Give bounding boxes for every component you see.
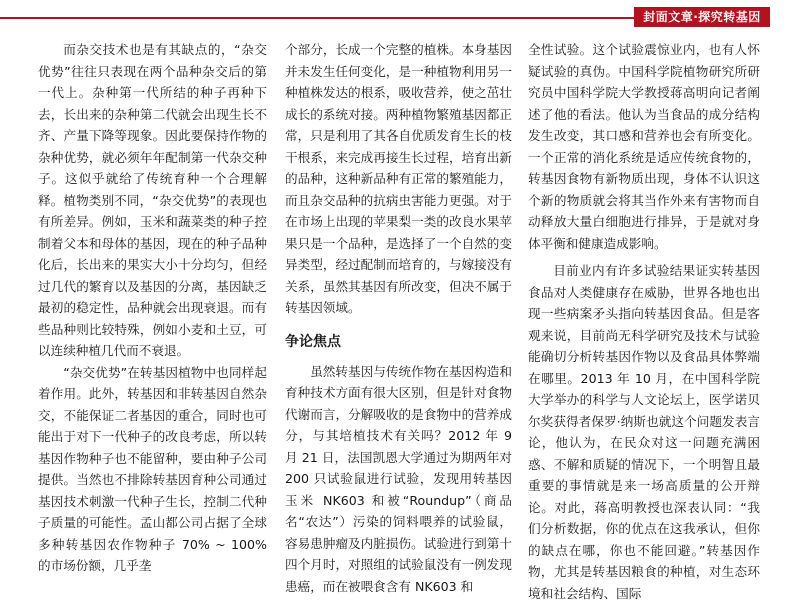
text-column-1 bbox=[38, 39, 267, 573]
paragraph: 而杂交技术也是有其缺点的，“杂交优势”往往只表现在两个品种杂交后的第一代上。杂种第一代所结的种子再种下去，长出来的杂种第二代就会出现生长不齐、产量下降等现象。因此要保持作物的杂种优势，就必须年年配制第一代杂交种子。这似乎就给了传统育种一个合理解释。植物类别不同，“杂交优势”的表现也有所差异。例如，玉米和蔬菜类的种子控制着父本和母体的基因，现在的种子品种化后，长出来的果实大小十分均匀，但经过几代的繁育以及基因的分离，基因缺乏最初的稳定性，品种就会出现衰退。而有些品种则比较特殊，例如小麦和土豆，可以连续种植几代而不衰退。 bbox=[38, 42, 267, 358]
paragraph: “杂交优势”在转基因植物中也同样起着作用。此外，转基因和非转基因自然杂交，不能保证二者基因的重合，同时也可能出于对下一代种子的改良考虑，所以转基因作物种子也不能留种，要由种子公司提供。当然也不排除转基因育种公司通过基因技术刺激一代种子生长，控制二代种子质量的可能性。孟山都公司占据了全球多种转基因农作物种子 70% ~ 100% 的市场份额，几乎垄 bbox=[38, 364, 267, 573]
header-rule bbox=[0, 17, 634, 19]
text-column-2 bbox=[285, 39, 512, 594]
text-column-3 bbox=[528, 39, 760, 601]
section-heading: 争论焦点 bbox=[285, 333, 341, 350]
paragraph: 个部分，长成一个完整的植株。本身基因并未发生任何变化，是一种植物利用另一种植株发达的根系，吸收营养，使之茁壮成长的系统对接。两种植物繁殖基因都正常，只是利用了其各自优质发育生长的枝干根系，来完成再接生长过程，培育出新的品种，这种新品种有正常的繁殖能力，而且杂交品种的抗病虫害能力更强。对于在市场上出现的苹果梨一类的改良水果苹果只是一个品种，是选择了一个自然的变异类型，经过配制而培育的，与嫁接没有关系，虽然其基因有所改变，但决不属于转基因领域。 bbox=[285, 42, 512, 315]
section-tag: 封面文章·探究转基因 bbox=[634, 7, 770, 27]
paragraph: 全性试验。这个试验震惊业内，也有人怀疑试验的真伪。中国科学院植物研究所研究员中国科学院大学教授蒋高明向记者阐述了他的看法。他认为当食品的成分结构发生改变，其口感和营养也会有所变化。一个正常的消化系统是适应传统食物的，转基因食物有新物质出现，身体不认识这个新的物质就会将其当作外来有害物而自动释放大量白细胞进行排异，于是就对身体平衡和健康造成影响。 bbox=[528, 42, 760, 251]
paragraph: 虽然转基因与传统作物在基因构造和育种技术方面有很大区别，但是针对食物代谢而言，分解吸收的是食物中的营养成分，与其培植技术有关吗？2012 年 9 月 21 日，法国凯恩大学通过为期两年对 200 只试验鼠进行试验，发现用转基因玉米 NK603 和被“Roundup”（商品名“农达”）污染的饲料喂养的试验鼠，容易患肿瘤及内脏损伤。试验进行到第十四个月时，对照组的试验鼠没有一例发现患癌，而在被喂食含有 NK603 和 bbox=[285, 363, 512, 594]
paragraph: 目前业内有许多试验结果证实转基因食品对人类健康存在威胁，世界各地也出现一些病案矛头指向转基因食品。但是客观来说，目前尚无科学研究及技术与试验能确切分析转基因作物以及食品具体弊端在哪里。2013 年 10 月，在中国科学院大学举办的科学与人文论坛上，医学诺贝尔奖获得者保罗·纳斯也就这个问题发表言论，他认为，在民众对这一问题充满困惑、不解和质疑的情况下，一个明智且最重要的事情就是来一场高质量的公开辩论。对此，蒋高明教授也深表认同：“我们分析数据，你的优点在这我承认，但你的缺点在哪，你也不能回避。”转基因作物，尤其是转基因粮食的种植，对生态环境和社会结构、国际 bbox=[528, 263, 760, 601]
